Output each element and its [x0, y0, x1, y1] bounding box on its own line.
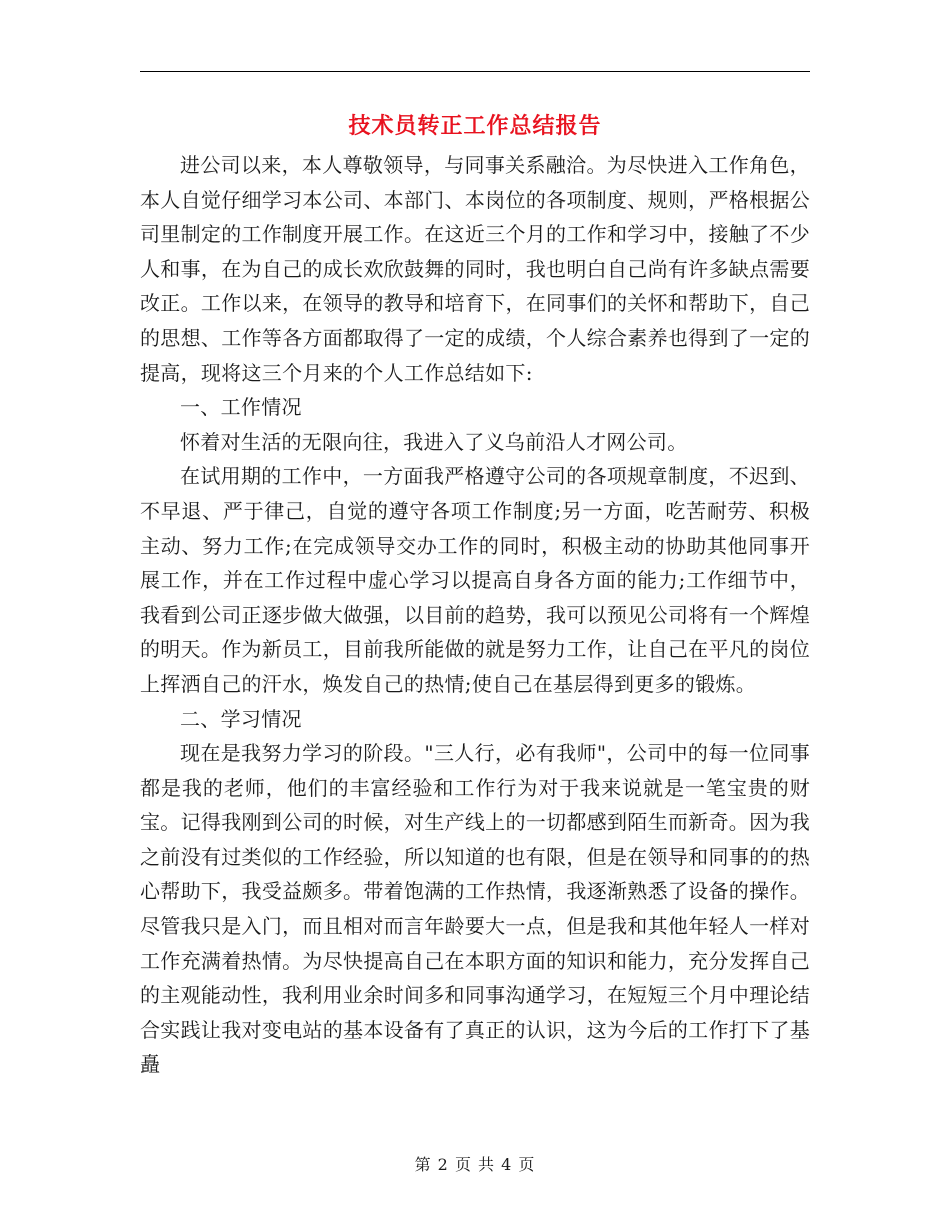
paragraph-probation-work: 在试用期的工作中，一方面我严格遵守公司的各项规章制度，不迟到、不早退、严于律己，自觉的遵守各项工作制度;另一方面，吃苦耐劳、积极主动、努力工作;在完成领导交办工作的同时，积极主动的协助其他同事开展工作，并在工作过程中虚心学习以提高自身各方面的能力;工作细节中，我看到公司正逐步做大做强，以目前的趋势，我可以预见公司将有一个辉煌的明天。作为新员工，目前我所能做的就是努力工作，让自己在平凡的岗位上挥洒自己的汗水，焕发自己的热情;使自己在基层得到更多的锻炼。: [140, 464, 810, 696]
paragraph-joining: 怀着对生活的无限向往，我进入了义乌前沿人才网公司。: [180, 429, 688, 454]
page-number-footer: 第 2 页 共 4 页: [414, 1155, 536, 1174]
paragraph-study: 现在是我努力学习的阶段。"三人行，必有我师"，公司中的每一位同事都是我的老师，他们的丰富经验和工作行为对于我来说就是一笔宝贵的财宝。记得我刚到公司的时候，对生产线上的一切都感到陌生而新奇。因为我之前没有过类似的工作经验，所以知道的也有限，但是在领导和同事的的热心帮助下，我受益颇多。带着饱满的工作热情，我逐渐熟悉了设备的操作。尽管我只是入门，而且相对而言年龄要大一点，但是我和其他年轻人一样对工作充满着热情。为尽快提高自己在本职方面的知识和能力，充分发挥自己的主观能动性，我利用业余时间多和同事沟通学习，在短短三个月中理论结合实践让我对变电站的基本设备有了真正的认识，这为今后的工作打下了基矗: [140, 741, 810, 1077]
section-heading-study: 二、学习情况: [180, 706, 302, 731]
paragraph-intro: 进公司以来，本人尊敬领导，与同事关系融洽。为尽快进入工作角色，本人自觉仔细学习本公司、本部门、本岗位的各项制度、规则，严格根据公司里制定的工作制度开展工作。在这近三个月的工作和学习中，接触了不少人和事，在为自己的成长欢欣鼓舞的同时，我也明白自己尚有许多缺点需要改正。工作以来，在领导的教导和培育下，在同事们的关怀和帮助下，自己的思想、工作等各方面都取得了一定的成绩，个人综合素养也得到了一定的提高，现将这三个月来的个人工作总结如下:: [140, 153, 810, 385]
document-body: [140, 148, 810, 1082]
document-title: 技术员转正工作总结报告: [348, 113, 602, 139]
section-heading-work: 一、工作情况: [180, 395, 302, 420]
header-rule: [140, 71, 810, 72]
